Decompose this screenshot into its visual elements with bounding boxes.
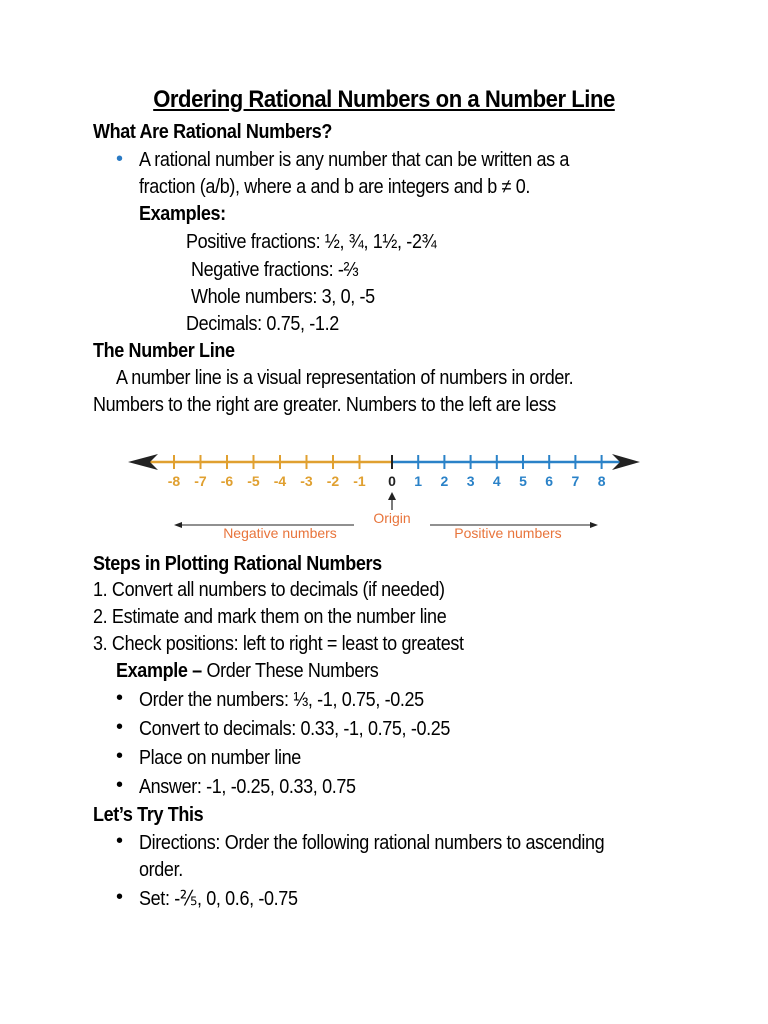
tick-label-negative-2: -6 bbox=[220, 473, 234, 489]
example-negative: Negative fractions: -⅔ bbox=[191, 259, 359, 281]
example-whole: Whole numbers: 3, 0, -5 bbox=[191, 286, 375, 308]
tick-label-positive-3: 4 bbox=[492, 473, 501, 489]
tick-label-positive-0: 1 bbox=[414, 473, 423, 489]
example-positive: Positive fractions: ½, ¾, 1½, -2¾ bbox=[186, 231, 437, 253]
section-heading-number-line: The Number Line bbox=[93, 340, 235, 362]
step-2: 2. Estimate and mark them on the number line bbox=[93, 606, 447, 628]
tick-label-positive-6: 7 bbox=[571, 473, 580, 489]
definition-line-1: A rational number is any number that can be written as a bbox=[139, 149, 570, 171]
origin-label: Origin bbox=[373, 510, 411, 526]
bullet-icon: • bbox=[116, 716, 124, 738]
example-heading bbox=[116, 658, 378, 685]
number-line-figure bbox=[0, 440, 768, 550]
bullet-icon: • bbox=[116, 830, 124, 852]
page-title: Ordering Rational Numbers on a Number Line bbox=[153, 86, 615, 113]
step-3: 3. Check positions: left to right = least to greatest bbox=[93, 633, 464, 655]
example-bullet-2: Convert to decimals: 0.33, -1, 0.75, -0.25 bbox=[139, 718, 451, 740]
bullet-icon: • bbox=[116, 148, 124, 170]
tick-label-negative-6: -2 bbox=[326, 473, 340, 489]
tick-label-negative-0: -8 bbox=[167, 473, 181, 489]
tick-label-positive-5: 6 bbox=[545, 473, 554, 489]
example-label: Example – bbox=[116, 660, 202, 682]
tick-label-positive-4: 5 bbox=[519, 473, 527, 489]
definition-line-2: fraction (a/b), where a and b are integers and b ≠ 0. bbox=[139, 176, 531, 198]
left-caption-arrow-icon bbox=[174, 522, 182, 528]
tick-label-negative-4: -4 bbox=[273, 473, 287, 489]
example-bullet-3: Place on number line bbox=[139, 747, 301, 769]
tick-label-negative-7: -1 bbox=[353, 473, 366, 489]
right-caption-arrow-icon bbox=[590, 522, 598, 528]
number-line-text-2: Numbers to the right are greater. Numbers to the left are less bbox=[93, 394, 556, 416]
tick-label-positive-2: 3 bbox=[466, 473, 475, 489]
tick-label-zero-0: 0 bbox=[388, 473, 396, 489]
tick-label-negative-5: -3 bbox=[300, 473, 313, 489]
tick-label-negative-3: -5 bbox=[247, 473, 260, 489]
section-heading-steps: Steps in Plotting Rational Numbers bbox=[93, 553, 382, 575]
bullet-icon: • bbox=[116, 745, 124, 767]
step-1: 1. Convert all numbers to decimals (if needed) bbox=[93, 579, 445, 601]
tick-label-positive-1: 2 bbox=[440, 473, 449, 489]
negative-caption: Negative numbers bbox=[223, 525, 337, 541]
tick-label-positive-7: 8 bbox=[597, 473, 606, 489]
example-bullet-4: Answer: -1, -0.25, 0.33, 0.75 bbox=[139, 776, 356, 798]
tick-label-negative-1: -7 bbox=[194, 473, 207, 489]
directions-line-2: order. bbox=[139, 859, 183, 881]
bullet-icon: • bbox=[116, 886, 124, 908]
number-line-text-1: A number line is a visual representation of numbers in order. bbox=[116, 367, 574, 389]
example-decimals: Decimals: 0.75, -1.2 bbox=[186, 313, 339, 335]
examples-label: Examples: bbox=[139, 203, 226, 225]
practice-set: Set: -⅖, 0, 0.6, -0.75 bbox=[139, 888, 298, 910]
directions-line-1: Directions: Order the following rational numbers to ascending bbox=[139, 832, 605, 854]
example-bullet-1: Order the numbers: ⅓, -1, 0.75, -0.25 bbox=[139, 689, 424, 711]
section-heading-try: Let’s Try This bbox=[93, 804, 204, 826]
example-text: Order These Numbers bbox=[201, 660, 379, 682]
tick-labels bbox=[168, 473, 606, 489]
section-heading-rational: What Are Rational Numbers? bbox=[93, 121, 333, 143]
bullet-icon: • bbox=[116, 687, 124, 709]
bullet-icon: • bbox=[116, 774, 124, 796]
positive-caption: Positive numbers bbox=[454, 525, 562, 541]
